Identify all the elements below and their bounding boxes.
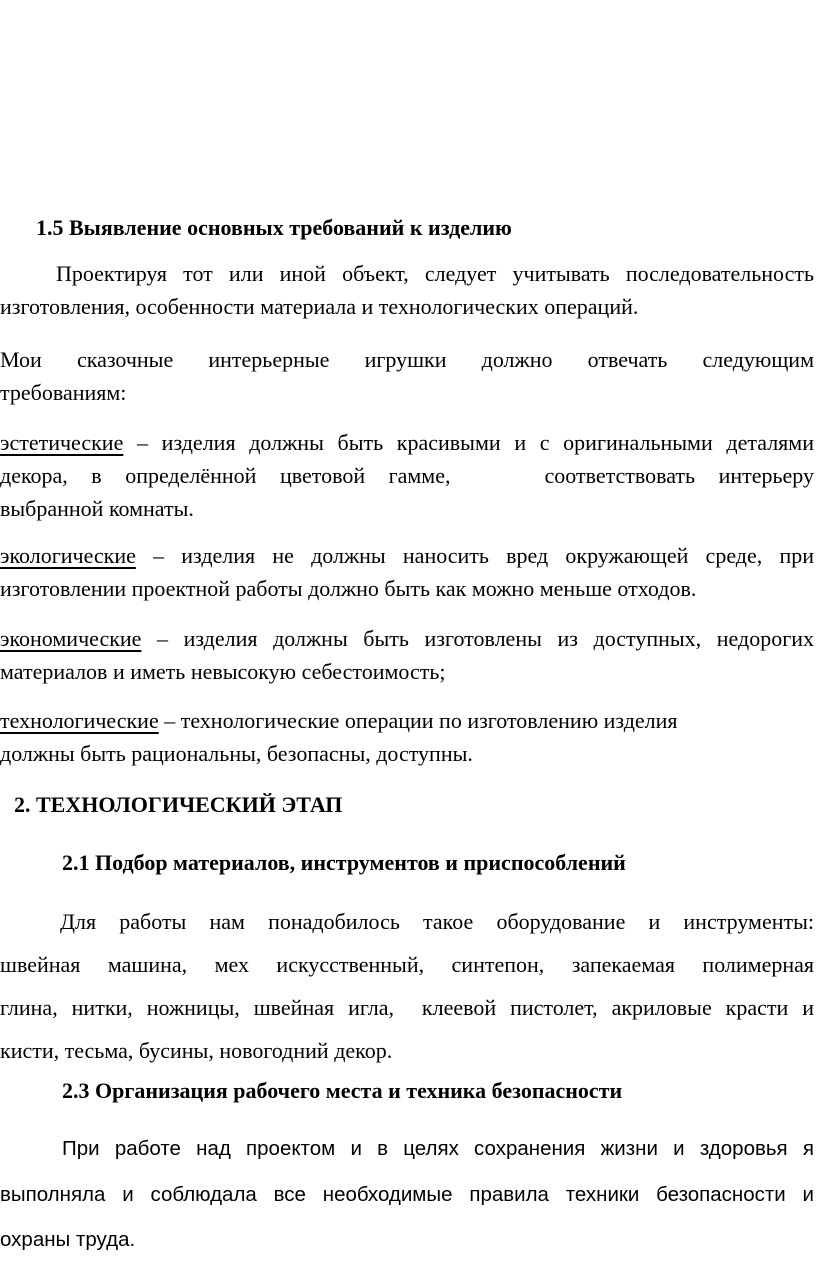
section-2-heading-text: 2. ТЕХНОЛОГИЧЕСКИЙ ЭТАП (14, 792, 343, 817)
requirement-ecological (0, 543, 814, 569)
economic-line-2-wrap (0, 659, 814, 685)
economic-line-2: материалов и иметь невысокую себестоимость; (0, 659, 446, 684)
intro-line-1: Проектируя тот или иной объект, следует учитывать последовательность (56, 261, 814, 286)
ecological-line-2: изготовлении проектной работы должно быть как можно меньше отходов. (0, 576, 697, 601)
s21-line-4: кисти, тесьма, бусины, новогодний декор. (0, 1038, 393, 1063)
aesthetic-line-2: декора, в определённой цветовой гамме, соответствовать интерьеру (0, 463, 814, 488)
economic-term: экономические (0, 626, 142, 651)
technological-line-2-wrap (0, 741, 814, 767)
ecological-text-1: – изделия не должны наносить вред окружающей среде, при (135, 543, 814, 568)
ecological-line-2-wrap (0, 576, 814, 602)
intro-line-2: изготовления, особенности материала и технологических операций. (0, 294, 639, 319)
s21-line-4-wrap (0, 1038, 814, 1064)
section-2-heading (14, 792, 614, 818)
s23-line-1: При работе над проектом и в целях сохранения жизни и здоровья я (62, 1137, 814, 1160)
s21-line-2: швейная машина, мех искусственный, синтепон, запекаемая полимерная (0, 952, 814, 977)
section-2-3-paragraph (0, 1137, 814, 1161)
heading-text: 1.5 Выявление основных требований к изделию (36, 215, 512, 240)
ecological-term: экологические (0, 543, 136, 568)
toys-paragraph (0, 347, 814, 373)
toys-line-2: требованиям: (0, 380, 127, 405)
s23-line-3: охраны труда. (0, 1228, 136, 1251)
requirement-economic (0, 626, 814, 652)
section-2-1-heading-text: 2.1 Подбор материалов, инструментов и приспособлений (62, 850, 626, 875)
section-2-3-heading-text: 2.3 Организация рабочего места и техника безопасности (62, 1078, 623, 1103)
intro-paragraph (0, 261, 814, 287)
section-2-1-paragraph (0, 909, 814, 935)
technological-text-1: – технологические операции по изготовлению изделия (158, 708, 678, 733)
s21-line-1: Для работы нам понадобилось такое оборудование и инструменты: (60, 909, 814, 934)
aesthetic-text-1: – изделия должны быть красивыми и с оригинальными деталями (123, 430, 814, 455)
economic-line-1 (0, 626, 814, 652)
section-2-3-heading (62, 1078, 762, 1104)
technological-term: технологические (0, 708, 159, 733)
aesthetic-line-3-wrap (0, 496, 814, 522)
aesthetic-term: эстетические (0, 430, 124, 455)
technological-line-2: должны быть рациональны, безопасны, доступны. (0, 741, 473, 766)
requirement-aesthetic (0, 430, 814, 456)
ecological-line-1 (0, 543, 814, 569)
technological-line-1 (0, 708, 814, 734)
requirement-technological (0, 708, 814, 734)
s21-line-3-wrap (0, 995, 814, 1021)
s21-line-3: глина, нитки, ножницы, швейная игла, клеевой пистолет, акриловые красти и (0, 995, 814, 1020)
intro-line-2-wrap (0, 294, 814, 320)
section-1-5-heading (36, 215, 736, 241)
section-2-1-heading (62, 850, 762, 876)
s21-line-2-wrap (0, 952, 814, 978)
toys-line-1: Мои сказочные интерьерные игрушки должно отвечать следующим (0, 347, 814, 372)
s23-line-2-wrap (0, 1183, 814, 1207)
toys-line-2-wrap (0, 380, 814, 406)
aesthetic-line-2-wrap (0, 463, 814, 489)
s23-line-2: выполняла и соблюдала все необходимые правила техники безопасности и (0, 1183, 814, 1206)
s23-line-3-wrap (0, 1228, 814, 1252)
aesthetic-line-1 (0, 430, 814, 456)
economic-text-1: – изделия должны быть изготовлены из доступных, недорогих (141, 626, 814, 651)
aesthetic-line-3: выбранной комнаты. (0, 496, 194, 521)
